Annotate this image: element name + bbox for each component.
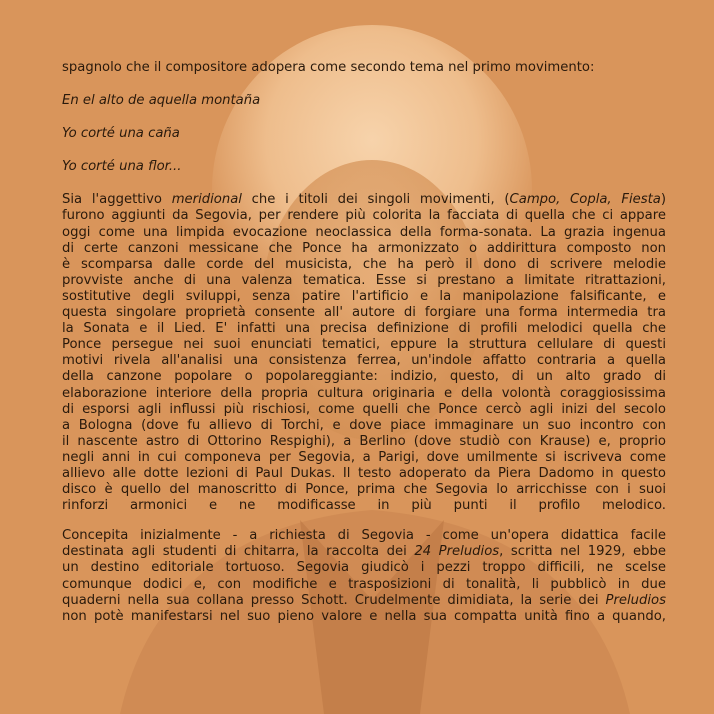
work-title: 24 Preludios	[414, 544, 500, 560]
paragraph-line: Ponce persegue nei suoi enunciati tematici, eppure la struttura cellulare di questi	[62, 337, 666, 353]
document-text	[62, 60, 666, 625]
paragraph-line: di certe canzoni messicane che Ponce ha armonizzato o addirittura composto non	[62, 240, 666, 256]
paragraph-line: destinata agli studenti di chitarra, la raccolta dei 24 Preludios, scritta nel 1929, ebbe	[62, 544, 666, 560]
paragraph-line: questa singolare proprietà consente all' autore di forgiare una forma intermedia tra	[62, 305, 666, 321]
paragraph-1	[62, 192, 666, 514]
paragraph-line: a Bologna (dove fu allievo di Torchi, e dove piace immaginare un suo incontro con	[62, 417, 666, 433]
paragraph-line: di esporsi agli influssi più rischiosi, come quelli che Ponce cercò agli inizi del secolo	[62, 401, 666, 417]
verse-line: Yo corté una caña	[62, 126, 180, 142]
paragraph-line: motivi rivela all'analisi una consistenza ferrea, un'indole affatto contraria a quella	[62, 353, 666, 369]
paragraph-line: provviste anche di una valenza tematica. Esse si prestano a limitate ritrattazioni,	[62, 272, 666, 288]
paragraph-line: sostitutive degli sviluppi, senza patire l'artificio e la manipolazione falsificante, e	[62, 288, 666, 304]
paragraph-line: quaderni nella sua collana presso Schott. Crudelmente dimidiata, la serie dei Preludios	[62, 592, 666, 608]
paragraph-line: è scomparsa dalle corde del musicista, che ha però il dono di scrivere melodie	[62, 256, 666, 272]
work-title: Preludios	[605, 592, 666, 608]
verse-line: Yo corté una flor...	[62, 159, 182, 175]
paragraph-line: la Sonata e il Lied. E' infatti una precisa definizione di profili melodici quella che	[62, 321, 666, 337]
paragraph-line: oggi come una limpida evocazione neoclassica della forma-sonata. La grazia ingenua	[62, 224, 666, 240]
italic-term: meridional	[171, 192, 242, 208]
paragraph-line: Sia l'aggettivo meridional che i titoli dei singoli movimenti, (Campo, Copla, Fiesta)	[62, 192, 667, 208]
paragraph-line: un destino editoriale tortuoso. Segovia giudicò i pezzi troppo difficili, ne scelse	[62, 560, 666, 576]
paragraph-line: della canzone popolare o popolareggiante: indizio, questo, di un alto grado di	[62, 369, 666, 385]
paragraph-line: disco è quello del manoscritto di Ponce, prima che Segovia lo arricchisse con i suoi	[62, 482, 666, 498]
paragraph-line: Concepita inizialmente - a richiesta di Segovia - come un'opera didattica facile	[62, 528, 666, 544]
paragraph-line: elaborazione interiore della propria cultura originaria e della volontà coraggiosissima	[62, 385, 666, 401]
movement-titles: Campo, Copla, Fiesta	[509, 192, 661, 208]
paragraph-line: negli anni in cui componeva per Segovia, a Parigi, dove umilmente si iscriveva come	[62, 449, 666, 465]
paragraph-line: furono aggiunti da Segovia, per rendere più colorita la facciata di quella che ci appare	[62, 208, 666, 224]
paragraph-line: rinforzi armonici e ne modificasse in più punti il profilo melodico.	[62, 498, 666, 514]
paragraph-line: non potè manifestarsi nel suo pieno valore e nella sua compatta unità fino a quando,	[62, 608, 666, 624]
paragraph-line: comunque dodici e, con modifiche e trasposizioni di tonalità, li pubblicò in due	[62, 576, 666, 592]
intro-line: spagnolo che il compositore adopera come secondo tema nel primo movimento:	[62, 60, 595, 75]
verse-line: En el alto de aquella montaña	[62, 93, 261, 109]
paragraph-line: allievo alle dotte lezioni di Paul Dukas. Il testo adoperato da Piera Dadomo in questo	[62, 465, 666, 481]
paragraph-line: il nascente astro di Ottorino Respighi), a Berlino (dove studiò con Krause) e, proprio	[62, 433, 666, 449]
paragraph-2	[62, 528, 666, 625]
